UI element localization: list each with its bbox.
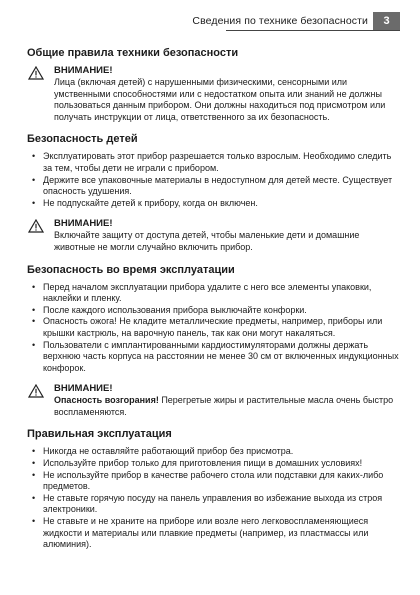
bullet-icon: • <box>32 304 36 315</box>
page-number: 3 <box>373 12 400 30</box>
section-child-safety <box>27 132 400 253</box>
bullet-icon: • <box>32 197 36 208</box>
bullet-icon: • <box>32 446 36 457</box>
list-item <box>32 198 400 210</box>
bullet-icon: • <box>32 458 36 469</box>
list-item <box>32 282 400 305</box>
page-header <box>0 12 420 30</box>
list-item-text: Используйте прибор только для приготовления пищи в домашних условиях! <box>43 458 363 469</box>
section-title: Правильная эксплуатация <box>27 428 172 441</box>
bullet-icon: • <box>32 151 36 162</box>
warning-text: Включайте защиту от доступа детей, чтобы маленькие дети и домашние животные не могли случайно включить прибор. <box>54 230 360 252</box>
bullet-icon: • <box>32 339 36 350</box>
bullet-list <box>32 151 400 209</box>
list-item-text: Не ставьте горячую посуду на панель управления во избежание выхода из строя электроники. <box>43 492 383 515</box>
section-title: Безопасность детей <box>27 133 138 146</box>
bullet-icon: • <box>32 516 36 527</box>
section-title: Общие правила техники безопасности <box>27 47 239 59</box>
list-item-text: Не ставьте и не храните на приборе или возле него легковоспламеняющиеся жидкости и материалы или плавкие предметы (например, из пластмассы или алюминия). <box>43 516 369 550</box>
header-rule <box>226 30 400 31</box>
list-item <box>32 316 400 339</box>
bullet-list <box>32 446 400 550</box>
list-item <box>32 493 400 516</box>
warning-title: ВНИМАНИЕ! <box>54 218 113 230</box>
warning-text <box>54 395 400 418</box>
warning-block <box>32 383 400 418</box>
list-item <box>32 340 400 375</box>
warning-title: ВНИМАНИЕ! <box>54 65 113 76</box>
list-item-text: Не подпускайте детей к прибору, когда он включен. <box>43 197 258 208</box>
list-item <box>32 175 400 198</box>
list-item-text: Не используйте прибор в качестве рабочего стола или подставки для каких-либо предметов. <box>43 469 384 492</box>
warning-body: Перегретые жиры и растительные масла очень быстро воспламеняются. <box>54 395 394 417</box>
list-item <box>32 458 400 470</box>
warning-block <box>32 218 400 253</box>
warning-lead: Опасность возгорания! <box>54 395 159 406</box>
section-title: Безопасность во время эксплуатации <box>27 263 235 276</box>
bullet-icon: • <box>32 492 36 503</box>
warning-block <box>32 65 400 123</box>
list-item <box>32 516 400 551</box>
list-item <box>32 446 400 458</box>
bullet-icon: • <box>32 469 36 480</box>
bullet-list <box>32 282 400 375</box>
list-item-text: Никогда не оставляйте работающий прибор без присмотра. <box>43 446 294 457</box>
section-proper-use <box>27 427 400 550</box>
list-item-text: Эксплуатировать этот прибор разрешается только взрослым. Необходимо следить за тем, чтобы дети не играли с прибором. <box>43 151 392 173</box>
section-operation-safety <box>27 263 400 419</box>
section-general-safety <box>27 46 400 123</box>
list-item <box>32 305 400 317</box>
warning-text: Лица (включая детей) с нарушенными физическими, сенсорными или умственными способностями или с недостатком опыта или знаний не должны пользоваться данным прибором. Они должны находиться под присмотром или получать инструкции от лица, ответственного за их безопасность. <box>54 77 386 122</box>
bullet-icon: • <box>32 316 36 327</box>
header-title: Сведения по технике безопасности <box>192 15 368 27</box>
list-item <box>32 151 400 174</box>
warning-triangle-icon <box>28 384 44 398</box>
warning-title: ВНИМАНИЕ! <box>54 383 113 395</box>
list-item-text: Опасность ожога! Не кладите металлические предметы, например, приборы или крышки кастрюль, на варочную панель, так как они могут накаляться. <box>43 316 383 338</box>
list-item <box>32 470 400 493</box>
list-item-text: Пользователи с имплантированными кардиостимуляторами должны держать верхнюю часть корпуса на расстоянии не менее 30 см от включенных индукционных конфорок. <box>43 339 399 373</box>
warning-triangle-icon <box>28 66 44 80</box>
warning-triangle-icon <box>28 219 44 233</box>
bullet-icon: • <box>32 174 36 185</box>
page-content <box>27 46 400 560</box>
bullet-icon: • <box>32 281 36 292</box>
list-item-text: После каждого использования прибора выключайте конфорки. <box>43 304 307 315</box>
list-item-text: Перед началом эксплуатации прибора удалите с него все элементы упаковки, наклейки и пленку. <box>43 281 372 304</box>
list-item-text: Держите все упаковочные материалы в недоступном для детей месте. Существует опасность удушения. <box>43 174 393 197</box>
